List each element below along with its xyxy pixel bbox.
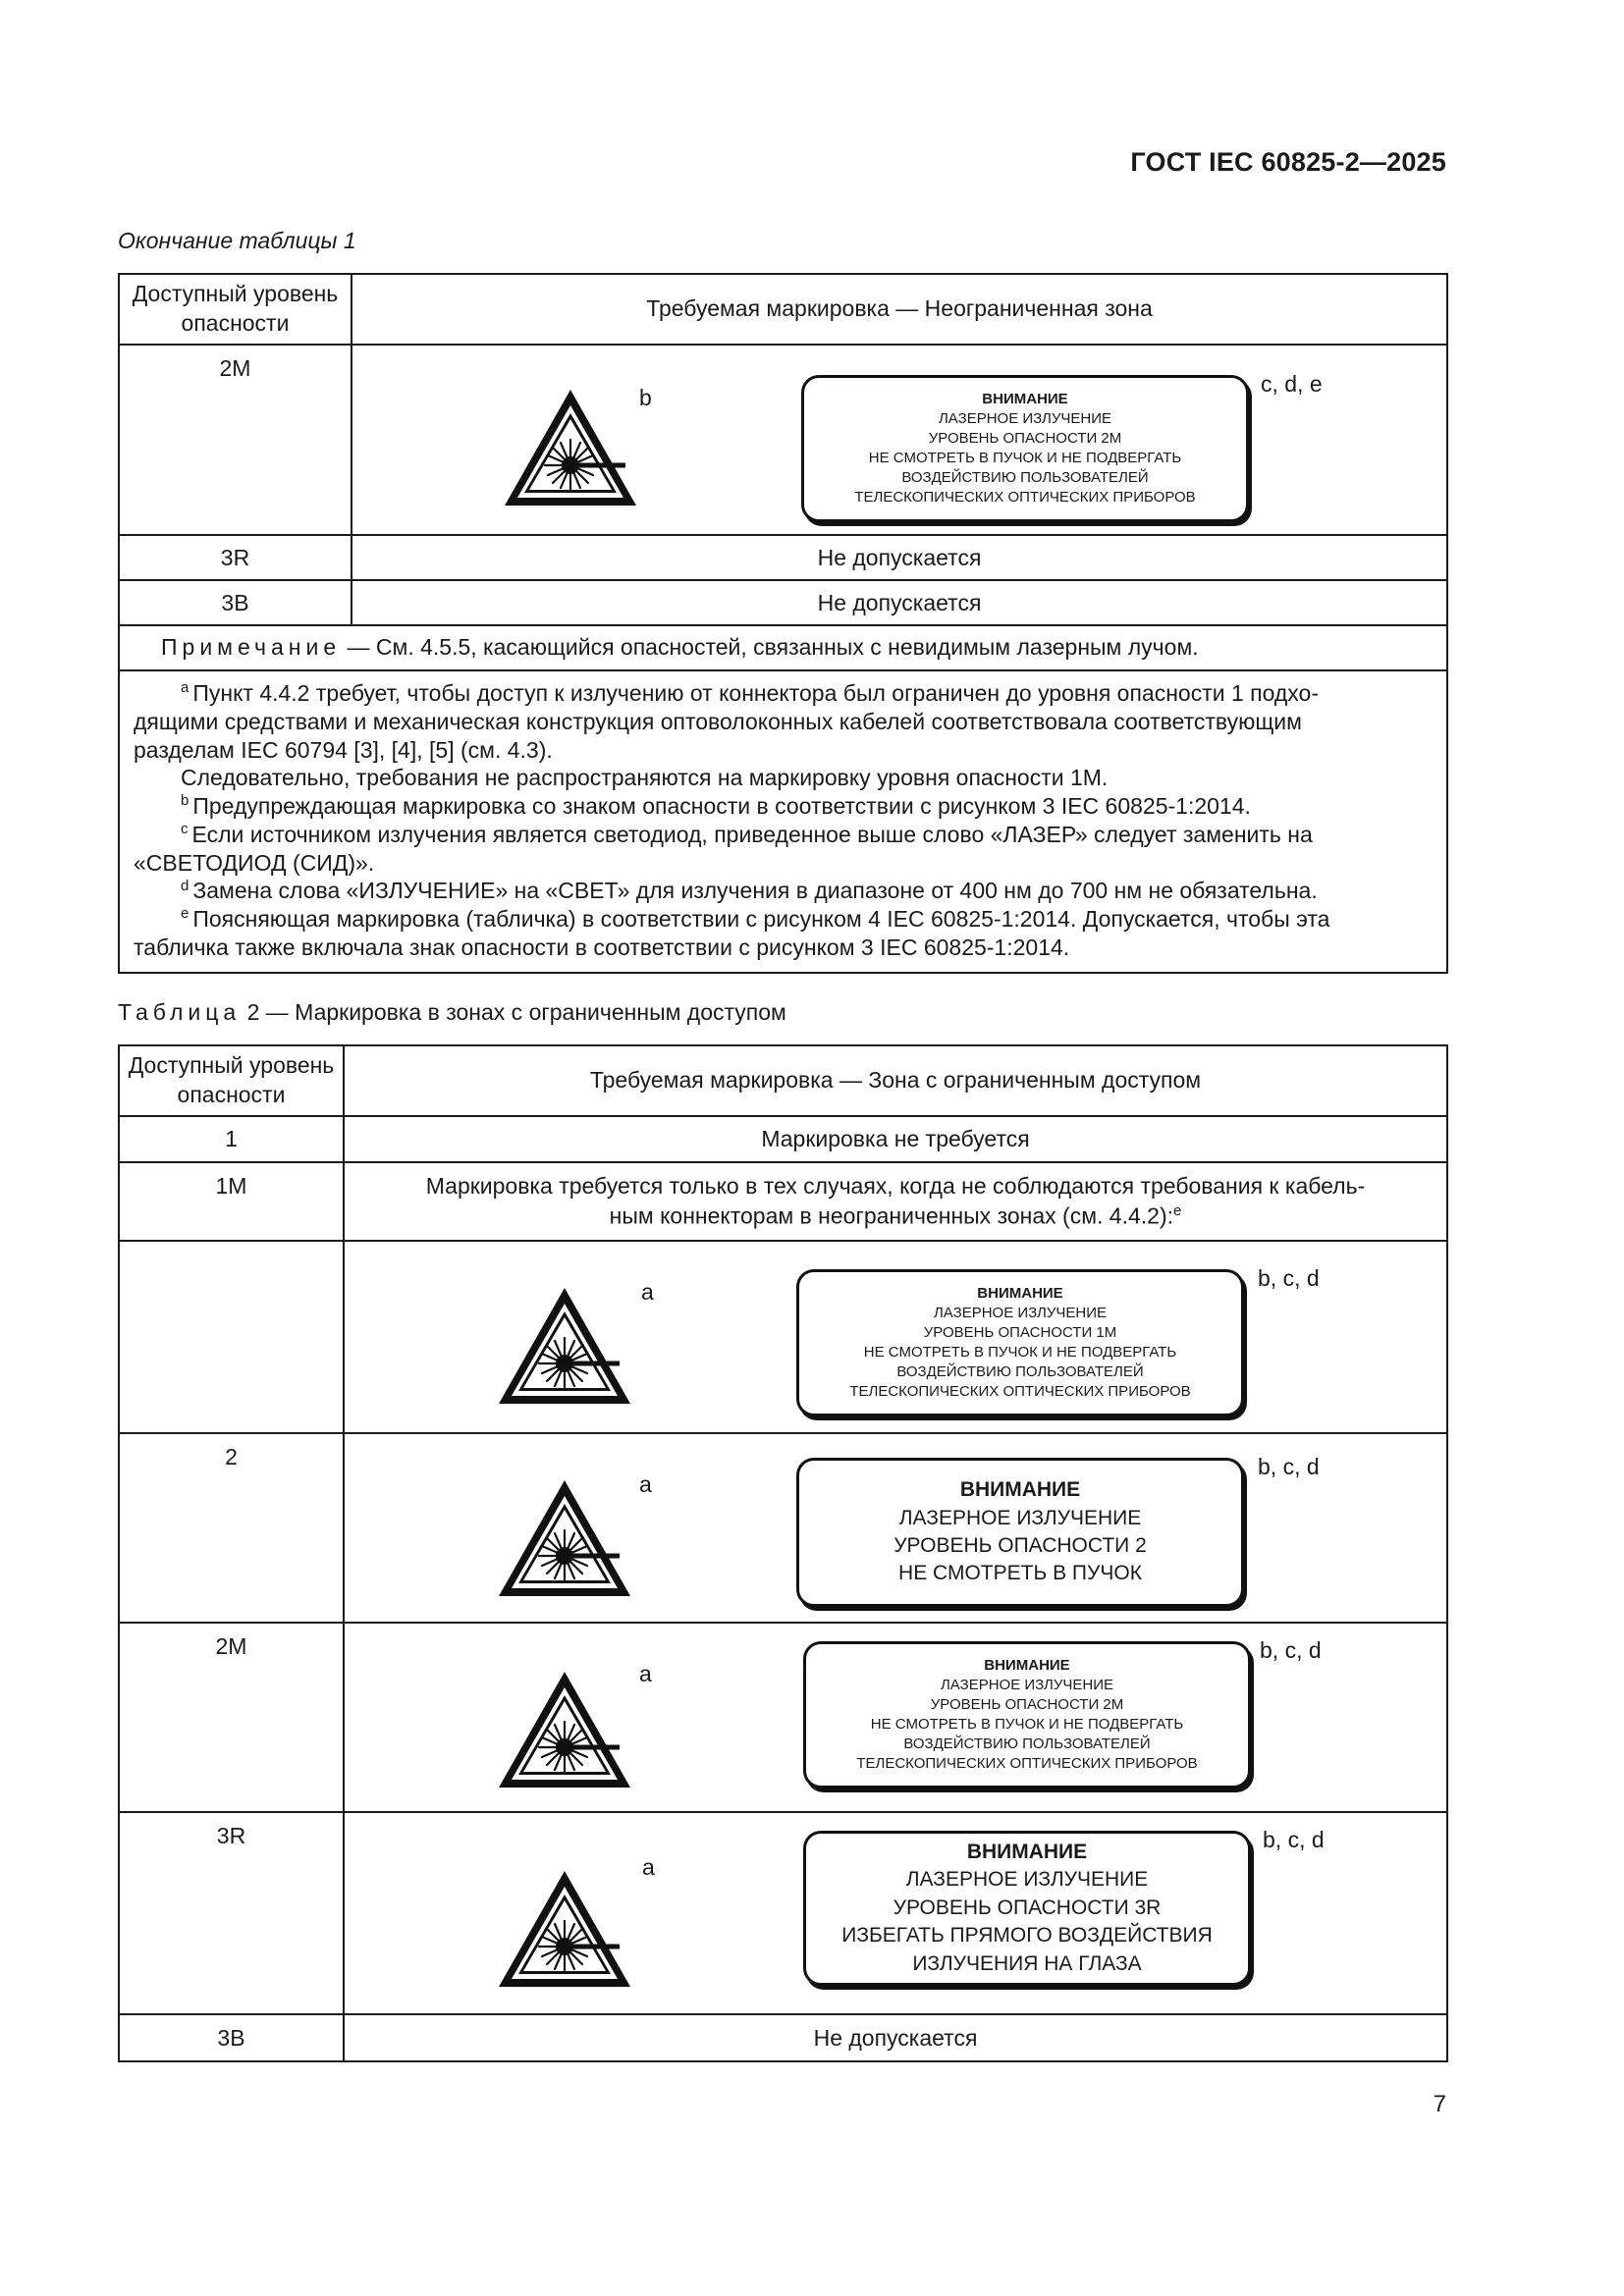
- laser-warning-triangle-icon: [496, 1669, 633, 1790]
- marking-cell: [344, 1623, 1447, 1812]
- warning-label: [796, 1458, 1244, 1607]
- table-row: [119, 345, 1447, 535]
- marking-text: Маркировка требуется только в тех случаях, когда не соблюдаются требования к кабель- ным коннекторам в неограниченных зонах (см. 4.4.2):$^e$: [344, 1162, 1447, 1241]
- footnote-d: $^d$ Замена слова «ИЗЛУЧЕНИЕ» на «СВЕТ» для излучения в диапазоне от 400 нм до 700 нм не обязательна.: [181, 877, 1318, 904]
- table-row: [119, 535, 1447, 580]
- warning-label: [801, 375, 1249, 522]
- table-unrestricted-zone: [118, 273, 1448, 974]
- label-line: ВОЗДЕЙСТВИЮ ПОЛЬЗОВАТЕЛЕЙ: [896, 1362, 1144, 1380]
- label-line: УРОВЕНЬ ОПАСНОСТИ 1M: [923, 1324, 1117, 1342]
- footnote-b: $^b$ Предупреждающая маркировка со знаком опасности в соответствии с рисунком 3 IEC 60825-1:2014.: [181, 792, 1251, 819]
- notes-footnote-ref: b, c, d: [1263, 1827, 1325, 1852]
- label-line: ЛАЗЕРНОЕ ИЗЛУЧЕНИЕ: [905, 1868, 1149, 1892]
- label-line: ИЗЛУЧЕНИЯ НА ГЛАЗА: [912, 1951, 1142, 1975]
- note-text: — См. 4.5.5, касающийся опасностей, связанных с невидимым лазерным лучом.: [341, 634, 1199, 660]
- marking-cell: [352, 345, 1447, 535]
- notes-footnote-ref: b, c, d: [1258, 1454, 1320, 1479]
- label-line: ВОЗДЕЙСТВИЮ ПОЛЬЗОВАТЕЛЕЙ: [903, 1735, 1151, 1752]
- col-header-marking: Требуемая маркировка — Зона с ограниченным доступом: [344, 1045, 1447, 1116]
- sign-footnote-ref: a: [642, 1854, 655, 1880]
- marking-cell: [344, 1433, 1447, 1623]
- footnote-a-cont: разделам IEC 60794 [3], [4], [5] (см. 4.3).: [134, 736, 553, 763]
- footnotes-row: [119, 670, 1447, 973]
- level-cell: 3R: [119, 1812, 344, 2014]
- marking-text: Не допускается: [352, 580, 1447, 625]
- label-line: ЛАЗЕРНОЕ ИЗЛУЧЕНИЕ: [898, 1506, 1142, 1529]
- label-line: ИЗБЕГАТЬ ПРЯМОГО ВОЗДЕЙСТВИЯ: [841, 1924, 1213, 1948]
- col-header-level: Доступный уровень опасности: [119, 1045, 344, 1116]
- warning-label: [803, 1641, 1251, 1789]
- table1-caption: Окончание таблицы 1: [118, 228, 356, 253]
- label-line: УРОВЕНЬ ОПАСНОСТИ 2M: [930, 1696, 1124, 1714]
- table-row: [119, 1623, 1447, 1812]
- level-cell: 2M: [119, 345, 352, 535]
- footnote-a-cont: дящими средствами и механическая конструкция оптоволоконных кабелей соответствовала соответствующим: [134, 708, 1302, 734]
- level-cell: 3B: [119, 2014, 344, 2061]
- level-cell: 1: [119, 1116, 344, 1162]
- label-title: ВНИМАНИЕ: [977, 1285, 1063, 1303]
- notes-footnote-ref: b, c, d: [1260, 1637, 1322, 1663]
- col-header-marking: Требуемая маркировка — Неограниченная зона: [352, 274, 1447, 345]
- level-cell: 2: [119, 1433, 344, 1623]
- footnote-e: $^e$ Поясняющая маркировка (табличка) в соответствии с рисунком 4 IEC 60825-1:2014. Допускается, чтобы эта: [181, 905, 1330, 932]
- footnotes: [119, 670, 1447, 973]
- label-line: НЕ СМОТРЕТЬ В ПУЧОК И НЕ ПОДВЕРГАТЬ: [863, 1344, 1177, 1361]
- label-line: УРОВЕНЬ ОПАСНОСТИ 2M: [928, 430, 1122, 448]
- label-line: НЕ СМОТРЕТЬ В ПУЧОК И НЕ ПОДВЕРГАТЬ: [868, 450, 1182, 466]
- level-cell: 3R: [119, 535, 352, 580]
- label-title: ВНИМАНИЕ: [959, 1478, 1081, 1502]
- laser-warning-triangle-icon: [496, 1477, 633, 1599]
- label-line: НЕ СМОТРЕТЬ В ПУЧОК: [898, 1562, 1142, 1585]
- marking-cell: [344, 1812, 1447, 2014]
- label-line: ЛАЗЕРНОЕ ИЗЛУЧЕНИЕ: [938, 410, 1112, 428]
- page-number: 7: [1433, 2091, 1446, 2117]
- table-row: [119, 1433, 1447, 1623]
- table-restricted-zone: [118, 1044, 1448, 2062]
- label-line: УРОВЕНЬ ОПАСНОСТИ 2: [893, 1534, 1147, 1557]
- level-cell: 2M: [119, 1623, 344, 1812]
- level-cell-empty: [119, 1241, 344, 1433]
- sign-footnote-ref: b: [639, 385, 652, 410]
- laser-warning-triangle-icon: [496, 1285, 633, 1407]
- footnote-a: $^a$ Пункт 4.4.2 требует, чтобы доступ к излучению от коннектора был ограничен до уровня опасности 1 подхо-: [181, 679, 1319, 706]
- marking-text: Не допускается: [344, 2014, 1447, 2061]
- warning-label: [796, 1269, 1244, 1416]
- table-note: [119, 625, 1447, 670]
- label-title: ВНИМАНИЕ: [966, 1841, 1088, 1864]
- footnote-a-cont: Следовательно, требования не распространяются на маркировку уровня опасности 1M.: [181, 765, 1109, 791]
- laser-warning-triangle-icon: [502, 387, 639, 508]
- table2-caption: Таблица 2 — Маркировка в зонах с ограниченным доступом: [118, 999, 786, 1025]
- footnote-e-cont: табличка также включала знак опасности в соответствии с рисунком 3 IEC 60825-1:2014.: [134, 934, 1070, 960]
- notes-footnote-ref: c, d, e: [1261, 371, 1323, 397]
- laser-warning-triangle-icon: [496, 1868, 633, 1990]
- label-line: ЛАЗЕРНОЕ ИЗЛУЧЕНИЕ: [940, 1677, 1114, 1694]
- footnote-c-cont: «СВЕТОДИОД (СИД)».: [134, 849, 375, 876]
- sign-footnote-ref: a: [641, 1279, 654, 1305]
- note-label: Примечание: [161, 634, 342, 660]
- label-title: ВНИМАНИЕ: [982, 391, 1068, 408]
- table-note-row: [119, 625, 1447, 670]
- label-line: ТЕЛЕСКОПИЧЕСКИХ ОПТИЧЕСКИХ ПРИБОРОВ: [854, 488, 1196, 506]
- label-line: ВОЗДЕЙСТВИЮ ПОЛЬЗОВАТЕЛЕЙ: [901, 468, 1149, 486]
- marking-text: Не допускается: [352, 535, 1447, 580]
- level-cell: 3B: [119, 580, 352, 625]
- col-header-level: Доступный уровень опасности: [119, 274, 352, 345]
- label-line: ТЕЛЕСКОПИЧЕСКИХ ОПТИЧЕСКИХ ПРИБОРОВ: [856, 1754, 1198, 1772]
- table-row: [119, 1812, 1447, 2014]
- marking-cell: [344, 1241, 1447, 1433]
- sign-footnote-ref: a: [639, 1471, 652, 1497]
- notes-footnote-ref: b, c, d: [1258, 1265, 1320, 1291]
- label-line: ЛАЗЕРНОЕ ИЗЛУЧЕНИЕ: [933, 1305, 1108, 1322]
- label-line: НЕ СМОТРЕТЬ В ПУЧОК И НЕ ПОДВЕРГАТЬ: [870, 1716, 1184, 1733]
- level-cell: 1M: [119, 1162, 344, 1241]
- label-title: ВНИМАНИЕ: [984, 1657, 1070, 1675]
- sign-footnote-ref: a: [639, 1661, 652, 1686]
- table-row: [119, 580, 1447, 625]
- label-line: ТЕЛЕСКОПИЧЕСКИХ ОПТИЧЕСКИХ ПРИБОРОВ: [849, 1382, 1191, 1400]
- warning-label: [803, 1831, 1251, 1986]
- table-row: [119, 2014, 1447, 2061]
- label-line: УРОВЕНЬ ОПАСНОСТИ 3R: [893, 1896, 1162, 1919]
- table-row: [119, 1116, 1447, 1162]
- table-row: [119, 1162, 1447, 1241]
- document-id: ГОСТ IEC 60825-2—2025: [1130, 147, 1446, 177]
- footnote-c: $^c$ Если источником излучения является светодиод, приведенное выше слово «ЛАЗЕР» следует заменить на: [181, 821, 1313, 847]
- table-row: [119, 1241, 1447, 1433]
- marking-text: Маркировка не требуется: [344, 1116, 1447, 1162]
